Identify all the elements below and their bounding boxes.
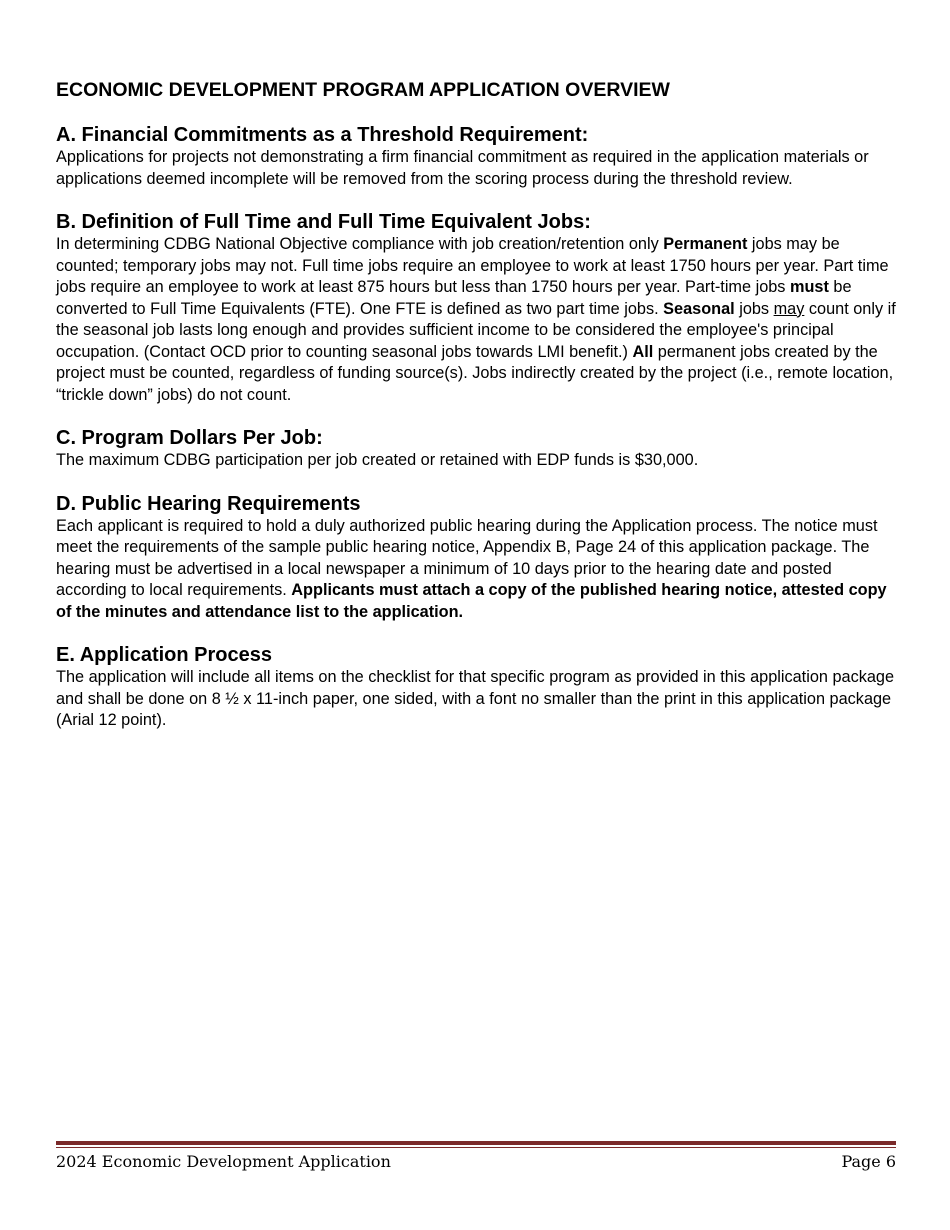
section-dollars-per-job xyxy=(56,427,906,472)
text-run: count only if the seasonal job lasts long enough and provides sufficient income to be considered the employee's principal occupation. (Contact OCD prior to counting seasonal jobs towards LMI benefit.) xyxy=(56,299,896,361)
section-c-heading: C. Program Dollars Per Job: xyxy=(56,427,323,449)
section-job-definitions xyxy=(56,211,906,406)
bold-run: Permanent xyxy=(663,235,748,253)
section-b-text xyxy=(56,234,906,406)
section-a-text: Applications for projects not demonstrating a firm financial commitment as required in the application materials or applications deemed incomplete will be removed from the scoring process during the threshold review. xyxy=(56,148,869,188)
section-d-heading: D. Public Hearing Requirements xyxy=(56,492,361,515)
underlined-run: may xyxy=(773,299,805,318)
section-financial-commitments xyxy=(56,124,906,190)
section-d-text xyxy=(56,516,906,624)
footer-divider-thick xyxy=(56,1141,896,1145)
text-run: In determining CDBG National Objective compliance with job creation/retention only xyxy=(56,235,664,253)
footer-document-name: 2024 Economic Development Application xyxy=(56,1152,391,1171)
text-run: permanent jobs created by the project must be counted, regardless of funding source(s). Jobs indirectly created by the project (i.e., remote location, “trickle down” jobs) do not count. xyxy=(56,342,894,404)
bold-run: must xyxy=(789,278,829,296)
text-run: jobs xyxy=(734,299,774,318)
page-content xyxy=(56,78,906,753)
document-title: ECONOMIC DEVELOPMENT PROGRAM APPLICATION OVERVIEW xyxy=(56,79,670,101)
footer-divider-thin xyxy=(56,1147,896,1148)
footer-page-number: Page 6 xyxy=(841,1152,896,1171)
bold-run: Applicants must attach a copy of the published hearing notice, attested copy of the minutes and attendance list to the application. xyxy=(56,581,887,621)
section-application-process xyxy=(56,644,906,732)
section-e-text: The application will include all items on the checklist for that specific program as provided in this application package and shall be done on 8 ½ x 11-inch paper, one sided, with a font no smaller than the print in this application package (Arial 12 point). xyxy=(56,668,895,729)
text-run: jobs may be counted; temporary jobs may not. Full time jobs require an employee to work at least 1750 hours per year. Part time jobs require an employee to work at least 875 hours but less than 1750 hours per year. Part-time jobs xyxy=(56,235,889,296)
section-e-heading: E. Application Process xyxy=(56,644,272,666)
bold-run: Seasonal xyxy=(663,299,735,318)
text-run: be converted to Full Time Equivalents (FTE). One FTE is defined as two part time jobs. xyxy=(56,278,852,318)
text-run: Each applicant is required to hold a duly authorized public hearing during the Application process. The notice must meet the requirements of the sample public hearing notice, Appendix B, Page 24 of this application package. The hearing must be advertised in a local newspaper a minimum of 10 days prior to the hearing date and posted according to local requirements. xyxy=(56,516,878,599)
bold-run: All xyxy=(632,342,654,361)
section-c-text: The maximum CDBG participation per job created or retained with EDP funds is $30,000. xyxy=(56,451,699,469)
section-public-hearing xyxy=(56,493,906,624)
section-b-heading: B. Definition of Full Time and Full Time Equivalent Jobs: xyxy=(56,211,591,233)
section-a-heading: A. Financial Commitments as a Threshold Requirement: xyxy=(56,124,589,146)
